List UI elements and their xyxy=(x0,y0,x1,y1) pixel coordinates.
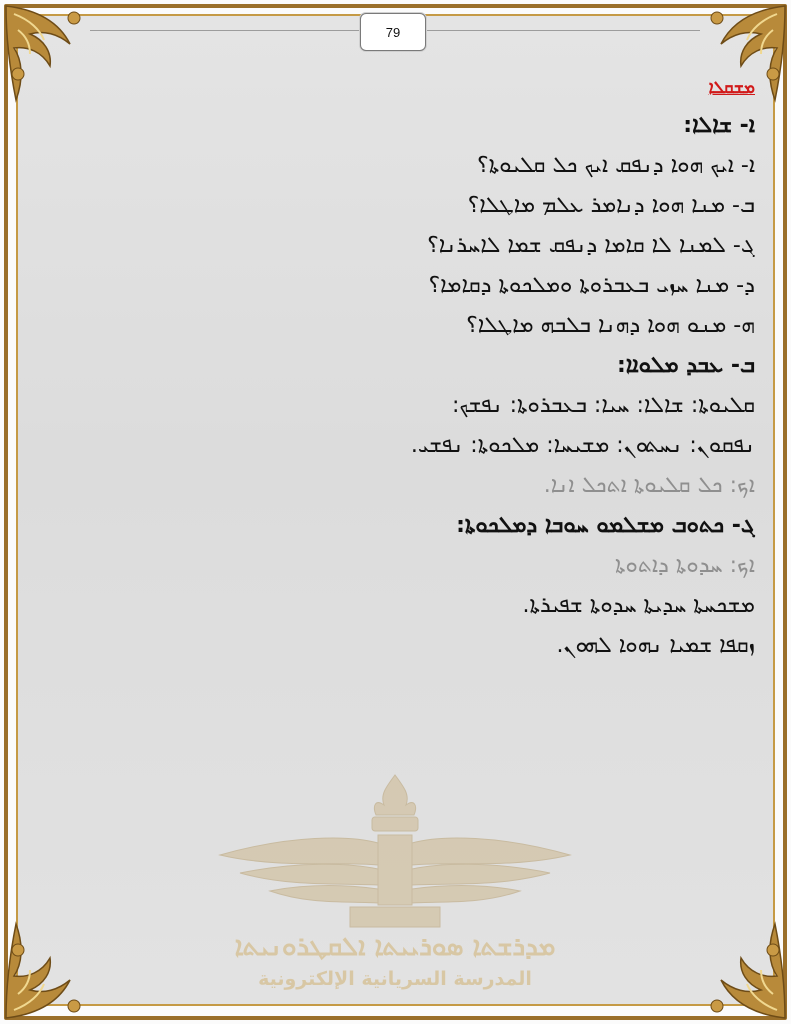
exercise-content xyxy=(55,70,755,666)
word-list-line: ܩܠܝܘܬܐ: ܫܐܠܐ: ܚܝܐ: ܒܥܒܪܘܬܐ: ܢܦܫܟ: xyxy=(452,393,755,418)
question-line: ܗ- ܡܢܘ ܗܘܐ ܕܗܢܐ ܒܠܒܗ ܡܐܛܠܐ؟ xyxy=(466,313,755,338)
section-title: ܡܫܩܠܐ xyxy=(708,78,755,98)
question-line: ܕ- ܡܢܐ ܚܙܝ ܒܥܒܪܘܬܐ ܘܡܠܟܘܬܐ ܕܩܐܡܐ؟ xyxy=(428,273,755,298)
question-line: ܓ- ܠܡܢܐ ܠܐ ܩܐܡܐ ܕܢܦܩ ܫܡܐ ܠܐܚܪܢܐ؟ xyxy=(427,233,755,258)
sentence-line: ܡܫܟܚܬܐ ܚܕܝܬܐ ܚܕܘܬܐ ܫܦܝܪܬܐ. xyxy=(522,593,755,618)
sentence-line: ܙܩܦܐ ܫܡܝܐ ܢܗܘܐ ܠܗܘܢ. xyxy=(556,633,755,658)
watermark-arabic-text: المدرسة السريانية الإلكترونية xyxy=(258,968,532,990)
exercise-heading-questions: ܐ- ܫܐܠܐ: xyxy=(683,113,755,138)
watermark-syriac-text: ܡܕܪܫܬܐ ܣܘܪܝܝܬܐ ܐܠܩܛܪܘܢܝܬܐ xyxy=(234,932,556,962)
exercise-heading-compose: ܓ- ܟܬܘܒ ܡܫܠܡܘ ܚܘܒܐ ܕܡܠܟܘܬܐ: xyxy=(456,513,755,538)
page-number: 79 xyxy=(360,13,426,51)
question-line: ܒ- ܡܢܐ ܗܘܐ ܕܢܐܡܪ ܥܠܡ ܡܐܛܠܐ؟ xyxy=(467,193,755,218)
exercise-heading-fill: ܒ- ܥܒܕ ܡܠܘܐܐ: xyxy=(616,353,755,378)
ornament-corner-bottom-right xyxy=(671,904,791,1024)
question-line: ܐ- ܐܝܟ ܗܘܐ ܕܢܦܩ ܐܝܟ ܟܠ ܩܠܝܘܬܐ؟ xyxy=(477,153,755,178)
example-line: ܐܟ: ܟܠ ܩܠܝܘܬܐ ܐܬܟܠ ܐܢܐ. xyxy=(543,473,755,498)
word-list-line: ܢܦܩܘܢ: ܢܚܬܘܢ: ܡܫܝܚܐ: ܡܠܟܘܬܐ: ܢܦܫܝ. xyxy=(410,433,755,458)
example-line: ܐܟ: ܚܕܘܬܐ ܕܐܬܘܬܐ xyxy=(615,553,755,578)
ornament-corner-bottom-left xyxy=(0,904,120,1024)
